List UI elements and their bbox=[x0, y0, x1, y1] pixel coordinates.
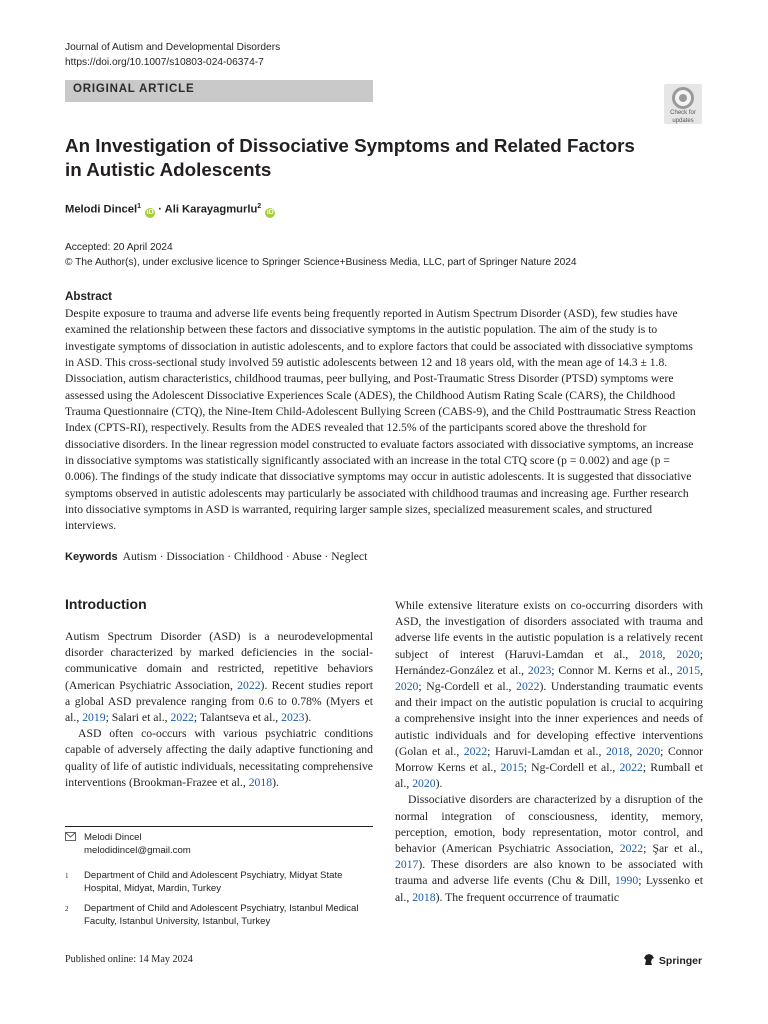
publisher-logo bbox=[642, 953, 702, 967]
citation-link[interactable]: 2022 bbox=[237, 678, 261, 692]
citation-link[interactable]: 2018 bbox=[605, 744, 630, 758]
affiliation-marker: 1 bbox=[137, 203, 142, 210]
paragraph: ASD often co-occurs with various psychiatric conditions capable of adversely affecting the daily adaptive functioning and quality of life of autistic individuals, necessitating comprehensive interventions (Brookman-Frazee et al., 2018). bbox=[65, 727, 373, 789]
citation-link[interactable]: 2017 bbox=[395, 858, 419, 872]
citation-link[interactable]: 2018 bbox=[248, 775, 273, 789]
abstract-text: Despite exposure to trauma and adverse life events being frequently reported in Autism Spectrum Disorder (ASD), few studies have examined the relationship between these factors and dissociative symptoms in the autistic population. The aim of the study is to investigate symptoms of dissociation in autistic adolescents, and to explore factors that could be associated with dissociative symptoms in ASD. This cross-sectional study involved 59 autistic adolescents between 12 and 18 years old, with the mean age of 14.3 ± 1.8. Dissociation, autism characteristics, childhood traumas, peer bullying, and Post-Traumatic Stress Disorder (PTSD) symptoms were assessed using the Adolescent Dissociative Experiences Scale (ADES), the Childhood Autism Rating Scale (CARS), the Childhood Trauma Questionnaire (CTQ), the Nine-Item Child-Adolescent Bullying Screen (CABS-9), and the Child Posttraumatic Stress Reaction Index (CPTS-RI), respectively. Results from the ADES revealed that 12.5% of the participants scored above the threshold for dissociative disorders. In the linear regression model constructed to evaluate factors associated with dissociative symptoms, an increase in dissociative symptoms was statistically significantly associated with an increase in the total CTQ score (p = 0.002) and age (p = 0.006). The findings of the study indicate that dissociative symptoms may occur in autistic adolescents. It is suggested that dissociative symptoms observed in autistic adolescents may particularly be associated with childhood traumas and increasing age. Further research into dissociative symptoms in ASD is warranted, requiring larger sample sizes, specialized measurement scales, and structured interviews. bbox=[65, 307, 696, 533]
affiliation-1 bbox=[65, 870, 373, 895]
citation-link[interactable]: 2015 bbox=[500, 761, 524, 775]
corresponding-email[interactable]: melodidincel@gmail.com bbox=[84, 844, 191, 856]
citation-link[interactable]: 2018 bbox=[412, 890, 436, 904]
publication-dates bbox=[65, 240, 577, 270]
springer-horse-icon bbox=[642, 955, 659, 967]
citation-link[interactable]: 2015 bbox=[676, 663, 701, 677]
citation-link[interactable]: 2023 bbox=[527, 663, 552, 677]
affiliation-2 bbox=[65, 903, 373, 928]
orcid-icon[interactable]: iD bbox=[146, 208, 154, 216]
citation-link[interactable]: 2020 bbox=[412, 777, 436, 791]
orcid-icon[interactable]: iD bbox=[266, 208, 274, 216]
title-line-2: in Autistic Adolescents bbox=[65, 159, 272, 180]
right-column bbox=[395, 598, 703, 906]
left-column bbox=[65, 629, 373, 791]
corresponding-author-note bbox=[65, 832, 373, 857]
citation-link[interactable]: 2018 bbox=[639, 647, 663, 661]
article-type-banner: ORIGINAL ARTICLE bbox=[65, 80, 373, 102]
affiliation-number: 1 bbox=[65, 872, 69, 880]
author-list bbox=[65, 203, 275, 218]
doi-link[interactable]: https://doi.org/10.1007/s10803-024-06374-7 bbox=[65, 57, 264, 68]
citation-link[interactable]: 1990 bbox=[614, 874, 639, 888]
citation-link[interactable]: 2022 bbox=[170, 711, 194, 725]
citation-link[interactable]: 2022 bbox=[463, 744, 488, 758]
affiliation-text: Department of Child and Adolescent Psychiatry, Midyat State Hospital, Midyat, Mardin, Turkey bbox=[84, 870, 343, 894]
check-updates-line2: updates bbox=[672, 117, 694, 124]
paragraph: Dissociative disorders are characterized by a disruption of the normal integration of consciousness, identity, memory, perception, emotion, body representation, motor control, and behavior (American Psychiatric Association, 2022; Şar et al., 2017). These disorders are also known to be associated with trauma and adverse life events (Chu & Dill, 1990; Lyssenko et al., 2018). The frequent occurrence of traumatic bbox=[395, 793, 703, 904]
paper-title bbox=[65, 134, 685, 182]
check-for-updates-badge[interactable] bbox=[664, 84, 702, 124]
citation-link[interactable]: 2023 bbox=[281, 711, 305, 725]
check-updates-line1: Check for bbox=[670, 110, 696, 116]
citation-link[interactable]: 2022 bbox=[619, 761, 643, 775]
title-line-1: An Investigation of Dissociative Symptoms and Related Factors bbox=[65, 135, 635, 156]
affiliation-number: 2 bbox=[65, 905, 69, 913]
citation-link[interactable]: 2020 bbox=[636, 744, 661, 758]
keywords-label: Keywords bbox=[65, 551, 118, 563]
keywords-list: Autism · Dissociation · Childhood · Abuse · Neglect bbox=[122, 550, 368, 563]
copyright-notice: © The Author(s), under exclusive licence to Springer Science+Business Media, LLC, part of Springer Nature 2024 bbox=[65, 257, 577, 268]
envelope-icon bbox=[65, 832, 79, 846]
journal-name: Journal of Autism and Developmental Disorders bbox=[65, 42, 281, 53]
publisher-name: Springer bbox=[658, 955, 703, 967]
citation-link[interactable]: 2022 bbox=[516, 680, 540, 694]
author-name[interactable]: Melodi Dincel bbox=[65, 203, 138, 216]
citation-link[interactable]: 2019 bbox=[82, 711, 106, 725]
keywords bbox=[65, 549, 367, 565]
affiliation-marker: 2 bbox=[257, 203, 262, 210]
author-separator: · bbox=[155, 203, 165, 216]
check-updates-icon bbox=[672, 87, 694, 109]
accepted-date: Accepted: 20 April 2024 bbox=[65, 242, 173, 253]
paragraph: While extensive literature exists on co-occurring disorders with ASD, the investigation of disorders associated with trauma and adverse life events in the autistic population is a relatively recent subject of interest (Haruvi-Lamdan et al., 2018, 2020; Hernández-González et al., 2023; Connor M. Kerns et al., 2015, 2020; Ng-Cordell et al., 2022). Understanding traumatic events and their impact on the autistic population is crucial to acquiring a comprehensive insight into the inner experiences and needs of autistic individuals and for developing effective interventions (Golan et al., 2022; Haruvi-Lamdan et al., 2018, 2020; Connor Morrow Kerns et al., 2015; Ng-Cordell et al., 2022; Rumball et al., 2020). bbox=[395, 599, 704, 791]
section-heading-introduction: Introduction bbox=[65, 596, 147, 612]
published-online-date: Published online: 14 May 2024 bbox=[65, 954, 193, 965]
journal-header bbox=[65, 40, 280, 70]
citation-link[interactable]: 2020 bbox=[676, 647, 700, 661]
affiliation-text: Department of Child and Adolescent Psychiatry, Istanbul Medical Faculty, Istanbul University, Istanbul, Turkey bbox=[84, 903, 359, 927]
footnote-divider bbox=[65, 826, 373, 827]
citation-link[interactable]: 2020 bbox=[395, 680, 419, 694]
paragraph: Autism Spectrum Disorder (ASD) is a neurodevelopmental disorder characterized by marked deficiencies in the social-communicative domain and restricted, repetitive behaviors (American Psychiatric Association, 2022). Recent studies report a global ASD prevalence ranging from 0.6 to 0.78% (Myers et al., 2019; Salari et al., 2022; Talantseva et al., 2023). bbox=[65, 630, 373, 725]
corresponding-name: Melodi Dincel bbox=[84, 832, 142, 843]
abstract-heading: Abstract bbox=[65, 290, 113, 303]
citation-link[interactable]: 2022 bbox=[619, 842, 644, 856]
author-name[interactable]: Ali Karayagmurlu bbox=[164, 203, 258, 216]
